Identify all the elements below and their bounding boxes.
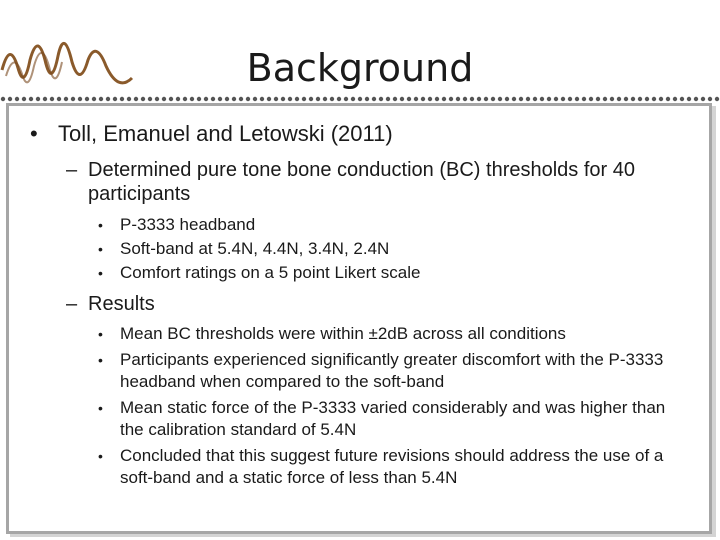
list-item-text: Soft-band at 5.4N, 4.4N, 3.4N, 2.4N [120,239,390,258]
list-item-text: P-3333 headband [120,215,256,234]
bullet-icon: • [98,448,103,464]
list-item-text: Mean BC thresholds were within ±2dB across all conditions [120,324,566,343]
dash-icon: – [66,159,78,181]
subbullet-text: Results [88,293,155,315]
bullet-icon: • [98,352,103,368]
dash-icon: – [66,293,78,315]
bullet-icon: • [98,241,103,257]
bullet-icon: • [98,326,103,342]
list-item-text: Participants experienced significantly greater discomfort with the P-3333 headband when compared to the soft-band [120,350,664,391]
bullet-text: Toll, Emanuel and Letowski (2011) [58,121,393,146]
slide-title: Background [246,46,474,90]
bullet-icon: • [30,121,38,146]
list-item-text: Comfort ratings on a 5 point Likert scale [120,263,421,282]
list-item-text: Concluded that this suggest future revisions should address the use of a soft-band and a static force of less than 5.4N [120,446,664,487]
bullet-icon: • [98,217,103,233]
list-item-text: Mean static force of the P-3333 varied considerably and was higher than the calibration standard of 5.4N [120,398,666,439]
subbullet-text: Determined pure tone bone conduction (BC) thresholds for 40 participants [88,159,635,205]
bullet-icon: • [98,265,103,281]
bullet-icon: • [98,400,103,416]
